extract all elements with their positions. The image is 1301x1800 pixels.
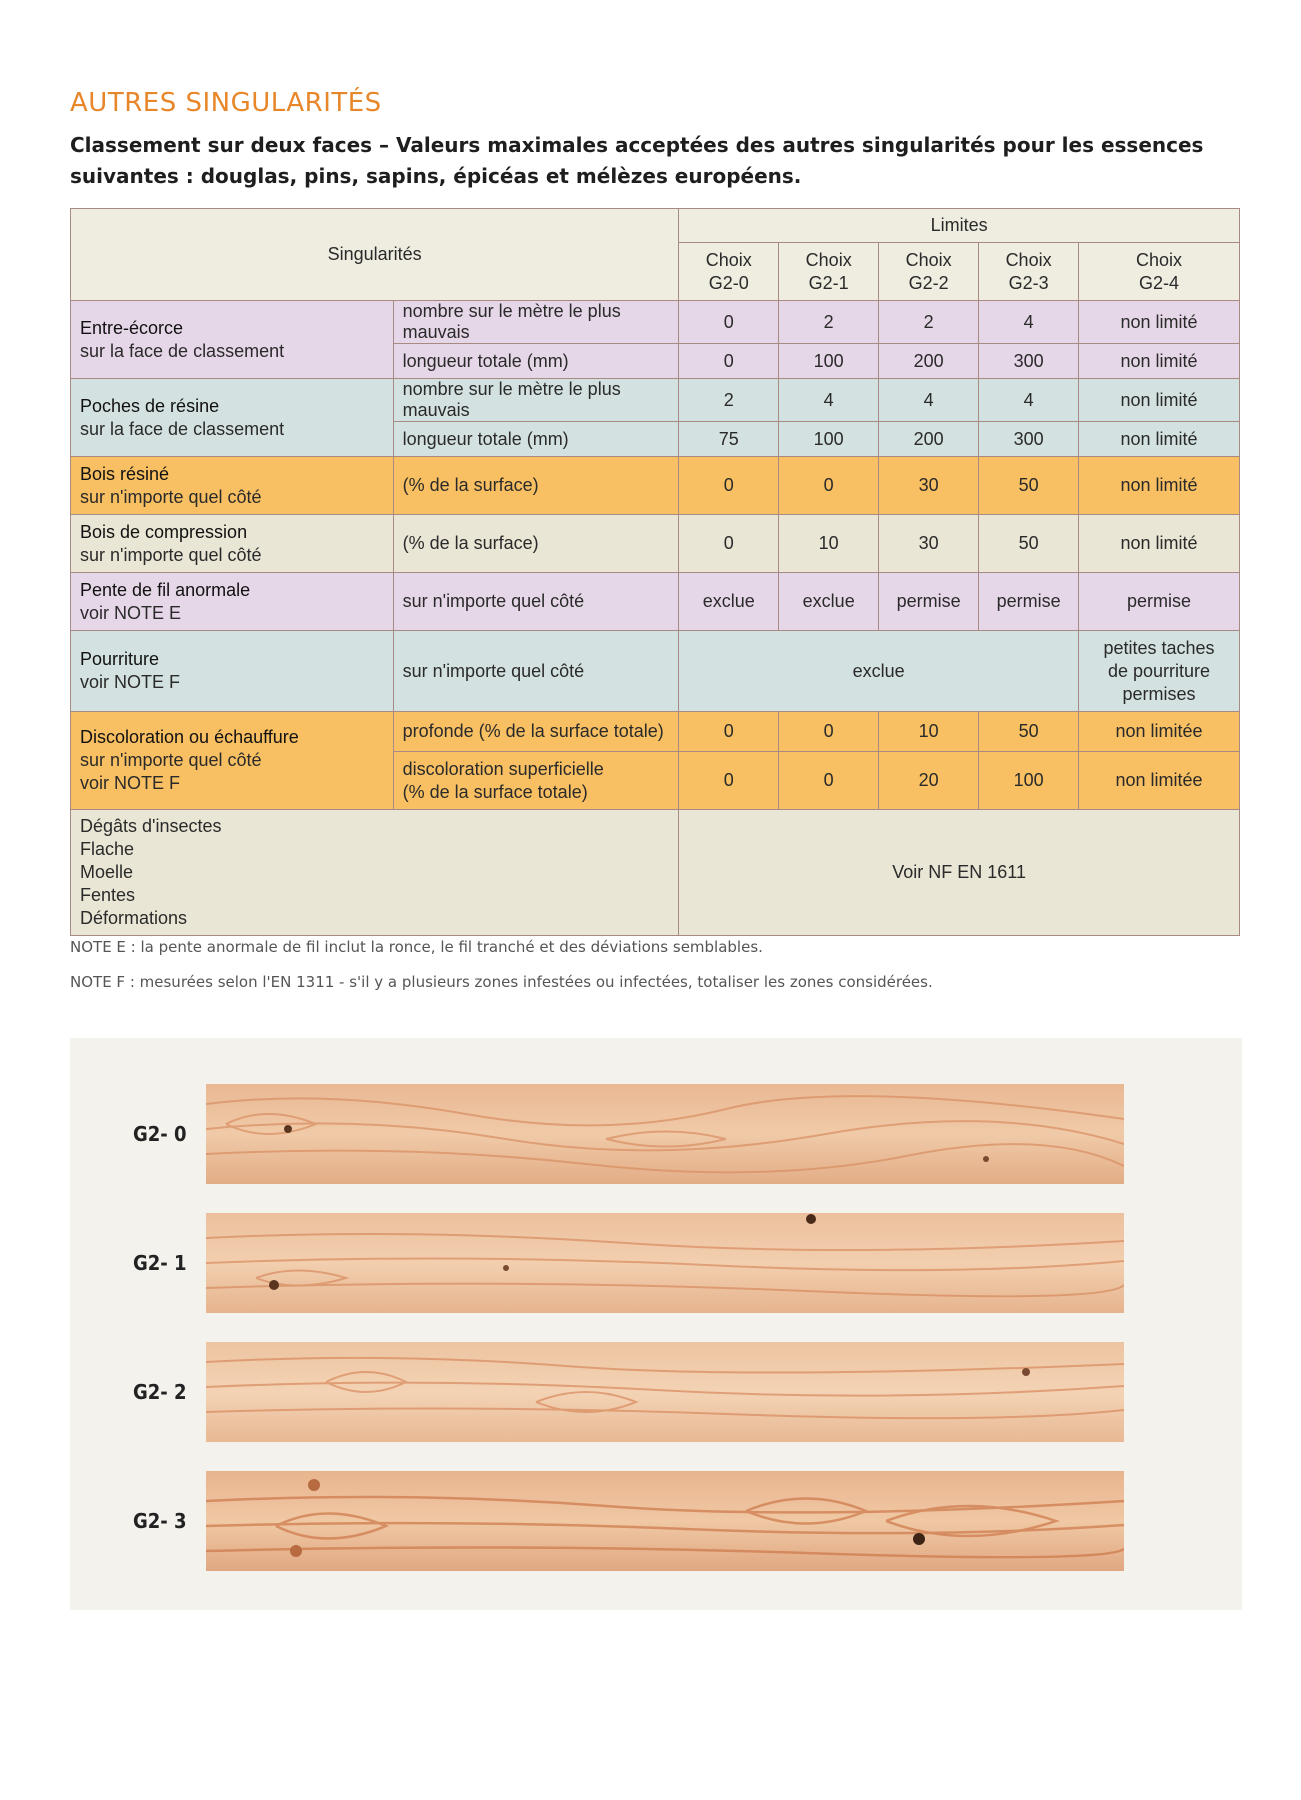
plank-label: G2- 0 bbox=[133, 1122, 187, 1146]
plank-row-g2-1 bbox=[70, 1213, 1242, 1313]
table-cell: 300 bbox=[979, 422, 1079, 457]
table-row bbox=[71, 810, 1240, 936]
row-title-pente-fil: Pente de fil anormale voir NOTE E bbox=[71, 573, 394, 631]
header-choix-g2-2: Choix G2-2 bbox=[879, 243, 979, 301]
plank-label: G2- 2 bbox=[133, 1380, 187, 1404]
table-cell: 0 bbox=[779, 752, 879, 810]
table-cell: non limité bbox=[1079, 379, 1240, 422]
header-choix-g2-3: Choix G2-3 bbox=[979, 243, 1079, 301]
table-cell: exclue bbox=[779, 573, 879, 631]
singularites-table bbox=[70, 208, 1240, 936]
table-cell: non limité bbox=[1079, 344, 1240, 379]
table-cell: 50 bbox=[979, 457, 1079, 515]
table-cell: 200 bbox=[879, 344, 979, 379]
table-cell-merged: Voir NF EN 1611 bbox=[679, 810, 1240, 936]
table-cell: 4 bbox=[979, 379, 1079, 422]
row-label: nombre sur le mètre le plus mauvais bbox=[393, 301, 679, 344]
row-title-discoloration: Discoloration ou échauffure sur n'importe quel côté voir NOTE F bbox=[71, 712, 394, 810]
table-cell: permise bbox=[1079, 573, 1240, 631]
table-cell: 75 bbox=[679, 422, 779, 457]
page-subtitle: Classement sur deux faces – Valeurs maximales acceptées des autres singularités pour les essences suivantes : douglas, pins, sapins, épicéas et mélèzes européens. bbox=[70, 133, 1204, 188]
table-row bbox=[71, 573, 1240, 631]
table-cell: 0 bbox=[679, 515, 779, 573]
table-cell: non limité bbox=[1079, 457, 1240, 515]
table-cell: 4 bbox=[979, 301, 1079, 344]
row-label: (% de la surface) bbox=[393, 457, 679, 515]
row-title-bois-compression: Bois de compression sur n'importe quel côté bbox=[71, 515, 394, 573]
table-cell: 0 bbox=[679, 301, 779, 344]
header-choix-g2-4: Choix G2-4 bbox=[1079, 243, 1240, 301]
row-label: sur n'importe quel côté bbox=[393, 573, 679, 631]
note-e: NOTE E : la pente anormale de fil inclut la ronce, le fil tranché et des déviations semblables. bbox=[70, 938, 763, 956]
table-cell: 2 bbox=[779, 301, 879, 344]
table-cell: 100 bbox=[979, 752, 1079, 810]
table-cell: 0 bbox=[679, 457, 779, 515]
table-cell: 0 bbox=[679, 752, 779, 810]
table-row bbox=[71, 631, 1240, 712]
table-cell: permise bbox=[879, 573, 979, 631]
table-row bbox=[71, 301, 1240, 344]
table-cell: permise bbox=[979, 573, 1079, 631]
table-cell: 2 bbox=[679, 379, 779, 422]
header-singularites: Singularités bbox=[71, 209, 679, 301]
table-cell: 2 bbox=[879, 301, 979, 344]
table-cell: 10 bbox=[879, 712, 979, 752]
table-cell: 4 bbox=[879, 379, 979, 422]
row-label: longueur totale (mm) bbox=[393, 422, 679, 457]
header-choix-g2-1: Choix G2-1 bbox=[779, 243, 879, 301]
row-label: profonde (% de la surface totale) bbox=[393, 712, 679, 752]
plank-row-g2-3 bbox=[70, 1471, 1242, 1571]
table-cell: 4 bbox=[779, 379, 879, 422]
plank-image bbox=[206, 1471, 1124, 1571]
table-cell: 50 bbox=[979, 712, 1079, 752]
table-row bbox=[71, 712, 1240, 752]
header-limites: Limites bbox=[679, 209, 1240, 243]
table-cell: petites taches de pourriture permises bbox=[1079, 631, 1240, 712]
table-cell: 300 bbox=[979, 344, 1079, 379]
header-choix-g2-0: Choix G2-0 bbox=[679, 243, 779, 301]
table-cell: non limité bbox=[1079, 515, 1240, 573]
row-title-bois-resine: Bois résiné sur n'importe quel côté bbox=[71, 457, 394, 515]
table-row bbox=[71, 515, 1240, 573]
table-cell: 0 bbox=[679, 712, 779, 752]
table-cell: 0 bbox=[779, 457, 879, 515]
plank-image bbox=[206, 1213, 1124, 1313]
plank-image bbox=[206, 1342, 1124, 1442]
table-cell: non limité bbox=[1079, 301, 1240, 344]
table-cell: non limitée bbox=[1079, 712, 1240, 752]
table-cell: 10 bbox=[779, 515, 879, 573]
row-title-poches-resine: Poches de résine sur la face de classement bbox=[71, 379, 394, 457]
row-label: sur n'importe quel côté bbox=[393, 631, 679, 712]
table-cell: 100 bbox=[779, 422, 879, 457]
table-cell: exclue bbox=[679, 573, 779, 631]
plank-photo-panel bbox=[70, 1038, 1242, 1610]
row-label: longueur totale (mm) bbox=[393, 344, 679, 379]
row-title-autres: Dégâts d'insectes Flache Moelle Fentes Déformations bbox=[71, 810, 679, 936]
note-f: NOTE F : mesurées selon l'EN 1311 - s'il y a plusieurs zones infestées ou infectées, totaliser les zones considérées. bbox=[70, 973, 933, 991]
table-cell: 20 bbox=[879, 752, 979, 810]
table-cell: 0 bbox=[779, 712, 879, 752]
table-cell: non limité bbox=[1079, 422, 1240, 457]
table-row bbox=[71, 457, 1240, 515]
table-row bbox=[71, 379, 1240, 422]
table-cell: 30 bbox=[879, 457, 979, 515]
table-cell-merged: exclue bbox=[679, 631, 1079, 712]
row-label: nombre sur le mètre le plus mauvais bbox=[393, 379, 679, 422]
notes bbox=[70, 930, 933, 1000]
row-title-entre-ecorce: Entre-écorce sur la face de classement bbox=[71, 301, 394, 379]
table-cell: 200 bbox=[879, 422, 979, 457]
plank-label: G2- 1 bbox=[133, 1251, 187, 1275]
row-label: discoloration superficielle (% de la surface totale) bbox=[393, 752, 679, 810]
table-cell: 100 bbox=[779, 344, 879, 379]
row-title-pourriture: Pourriture voir NOTE F bbox=[71, 631, 394, 712]
row-label: (% de la surface) bbox=[393, 515, 679, 573]
table-cell: 30 bbox=[879, 515, 979, 573]
page-title: AUTRES SINGULARITÉS bbox=[70, 88, 382, 118]
plank-row-g2-2 bbox=[70, 1342, 1242, 1442]
table-cell: non limitée bbox=[1079, 752, 1240, 810]
plank-row-g2-0 bbox=[70, 1084, 1242, 1184]
table-cell: 50 bbox=[979, 515, 1079, 573]
plank-label: G2- 3 bbox=[133, 1509, 187, 1533]
plank-image bbox=[206, 1084, 1124, 1184]
table-cell: 0 bbox=[679, 344, 779, 379]
